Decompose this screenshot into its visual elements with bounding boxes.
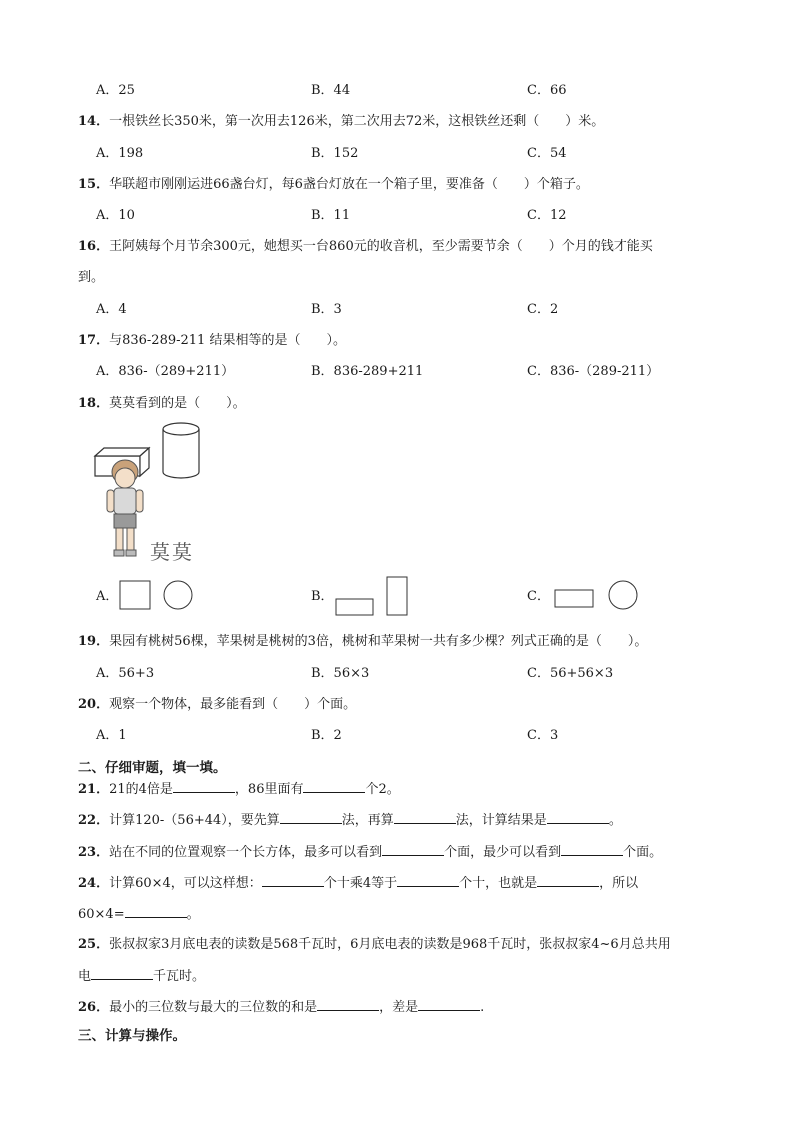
wide-rectangle-shape (336, 599, 373, 615)
q13-option-b[interactable]: B．44 (311, 83, 351, 98)
q21-number: 21． (78, 782, 110, 797)
q25-text-2: 电 (78, 969, 92, 984)
q15-number: 15． (78, 177, 110, 192)
q23-number: 23． (78, 845, 110, 860)
q16-option-a[interactable]: A．4 (96, 302, 127, 317)
q16-question-continued: 到。 (78, 270, 105, 285)
q16-number: 16． (78, 239, 110, 254)
q24-text-3: 个十，也就是 (459, 876, 538, 891)
q18-option-a-label: A． (96, 589, 119, 604)
q19-question (78, 633, 647, 651)
q23-question (78, 843, 662, 862)
q13-option-a[interactable]: A．25 (96, 83, 135, 98)
q26-number: 26． (78, 1000, 110, 1015)
q18-number: 18． (78, 396, 110, 411)
q26-question (78, 998, 484, 1017)
q24-text-4: ，所以 (599, 876, 639, 891)
q21-text-1: 21的4倍是 (109, 782, 173, 797)
q21-blank-2[interactable] (303, 780, 365, 793)
q17-text: 与836-289-211 结果相等的是（ ）。 (109, 333, 346, 348)
q14-text: 一根铁丝长350米，第一次用去126米，第二次用去72米，这根铁丝还剩（ ）米。 (109, 114, 605, 129)
q15-option-a[interactable]: A．10 (96, 208, 135, 223)
q18-option-c-figure (553, 578, 643, 612)
q24-number: 24． (78, 876, 110, 891)
q21-question (78, 780, 400, 799)
q16-text: 王阿姨每个月节余300元，她想买一台860元的收音机，至少需要节余（ ）个月的钱才能买 (109, 239, 653, 254)
q24-text-5: 60×4= (78, 907, 125, 922)
q18-option-a-figure (118, 578, 198, 612)
cylinder-object (163, 423, 199, 478)
q20-option-a[interactable]: A．1 (96, 728, 127, 743)
q24-text-2: 个十乘4等于 (323, 876, 398, 891)
q25-question (78, 936, 671, 954)
q21-text-3: 个2。 (365, 782, 400, 797)
section-3-heading: 三、计算与操作。 (78, 1028, 186, 1044)
q25-text-1: 张叔叔家3月底电表的读数是568千瓦时，6月底电表的读数是968千瓦时，张叔叔家4~6月总共用 (109, 937, 671, 952)
q13-option-c[interactable]: C．66 (527, 83, 567, 98)
q24-blank-4[interactable] (125, 905, 187, 918)
q20-option-b[interactable]: B．2 (311, 728, 342, 743)
q24-text-6: 。 (186, 907, 200, 922)
child-figure (107, 460, 143, 556)
q16-option-c[interactable]: C．2 (527, 302, 559, 317)
q22-text-1: 计算120-（56+44），要先算 (109, 813, 280, 828)
q15-text: 华联超市刚刚运进66盏台灯，每6盏台灯放在一个箱子里，要准备（ ）个箱子。 (109, 177, 589, 192)
q22-text-2: 法，再算 (341, 813, 394, 828)
q18-option-c-label: C． (527, 589, 550, 604)
q14-question (78, 113, 604, 131)
circle-shape (164, 581, 192, 609)
q14-option-b[interactable]: B．152 (311, 146, 359, 161)
section-2-heading: 二、仔细审题，填一填。 (78, 760, 227, 776)
q22-number: 22． (78, 813, 110, 828)
q18-option-b-label: B． (311, 589, 334, 604)
q25-text-3: 千瓦时。 (153, 969, 206, 984)
q26-text-2: ，差是 (379, 1000, 419, 1015)
q22-blank-1[interactable] (280, 811, 342, 824)
q22-text-4: 。 (608, 813, 622, 828)
q17-option-b[interactable]: B．836-289+211 (311, 364, 424, 379)
q23-blank-2[interactable] (561, 843, 623, 856)
q21-blank-1[interactable] (173, 780, 235, 793)
q17-option-c[interactable]: C．836-（289-211） (527, 364, 660, 379)
q16-option-b[interactable]: B．3 (311, 302, 342, 317)
q20-number: 20． (78, 697, 110, 712)
q18-caption: 莫莫 (150, 540, 194, 564)
q20-question (78, 696, 356, 714)
q24-blank-3[interactable] (537, 874, 599, 887)
q14-option-a[interactable]: A．198 (96, 146, 144, 161)
q24-blank-1[interactable] (262, 874, 324, 887)
q17-option-a[interactable]: A．836-（289+211） (96, 364, 235, 379)
circle-shape (609, 581, 637, 609)
q18-option-c[interactable] (527, 588, 550, 606)
q23-text-2: 个面，最少可以看到 (444, 845, 562, 860)
q15-option-c[interactable]: C．12 (527, 208, 567, 223)
q19-number: 19． (78, 634, 110, 649)
q16-question (78, 238, 653, 256)
q15-question (78, 176, 589, 194)
q23-text-1: 站在不同的位置观察一个长方体，最多可以看到 (109, 845, 383, 860)
q14-number: 14． (78, 114, 110, 129)
q24-text-1: 计算60×4，可以这样想： (109, 876, 262, 891)
q22-blank-2[interactable] (394, 811, 456, 824)
q23-text-3: 个面。 (623, 845, 663, 860)
q26-text-1: 最小的三位数与最大的三位数的和是 (109, 1000, 318, 1015)
q24-question-continued (78, 905, 200, 924)
q25-blank-1[interactable] (91, 967, 153, 980)
q26-text-3: . (480, 1000, 485, 1015)
q24-question (78, 874, 638, 893)
q22-question (78, 811, 622, 830)
q18-option-b-figure (333, 575, 413, 617)
q18-option-a[interactable] (96, 588, 118, 606)
q19-option-a[interactable]: A．56+3 (96, 666, 155, 681)
q19-option-c[interactable]: C．56+56×3 (527, 666, 614, 681)
q18-option-b[interactable] (311, 588, 334, 606)
q22-text-3: 法，计算结果是 (455, 813, 547, 828)
q17-question (78, 332, 346, 350)
q15-option-b[interactable]: B．11 (311, 208, 351, 223)
q25-number: 25． (78, 937, 110, 952)
q17-number: 17． (78, 333, 110, 348)
wide-rectangle-shape (555, 590, 593, 607)
q21-text-2: ，86里面有 (234, 782, 304, 797)
q25-question-continued (78, 967, 205, 986)
q14-option-c[interactable]: C．54 (527, 146, 567, 161)
q26-blank-2[interactable] (418, 998, 480, 1011)
tall-rectangle-shape (387, 577, 407, 615)
q24-blank-2[interactable] (397, 874, 459, 887)
q19-text: 果园有桃树56棵，苹果树是桃树的3倍，桃树和苹果树一共有多少棵？列式正确的是（ ）。 (109, 634, 648, 649)
q22-blank-3[interactable] (547, 811, 609, 824)
q18-question (78, 395, 246, 413)
q19-option-b[interactable]: B．56×3 (311, 666, 370, 681)
q26-blank-1[interactable] (317, 998, 379, 1011)
q23-blank-1[interactable] (382, 843, 444, 856)
q20-text: 观察一个物体，最多能看到（ ）个面。 (109, 697, 357, 712)
q20-option-c[interactable]: C．3 (527, 728, 559, 743)
q18-text: 莫莫看到的是（ ）。 (109, 396, 246, 411)
square-shape (120, 581, 150, 609)
